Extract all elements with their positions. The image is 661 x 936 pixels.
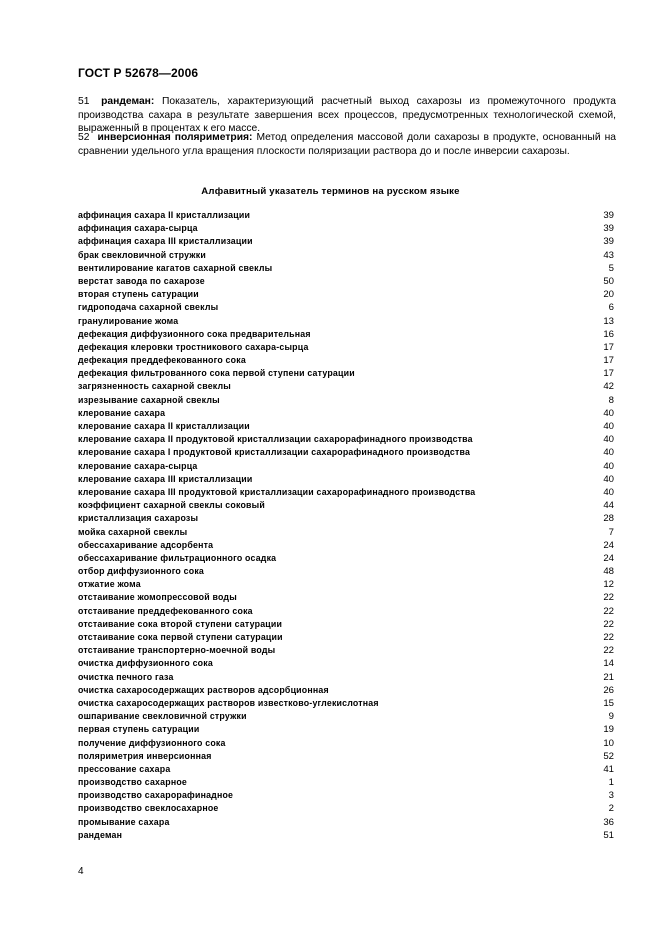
index-page-ref: 19 (603, 724, 614, 736)
index-term: дефекация диффузионного сока предварительная (78, 328, 311, 339)
index-entry (78, 789, 614, 802)
index-term: аффинация сахара II кристаллизации (78, 210, 251, 220)
index-entry (78, 539, 614, 552)
index-page-ref: 48 (603, 566, 614, 578)
index-page-ref: 43 (603, 249, 614, 261)
index-page-ref: 17 (603, 341, 614, 353)
index-page-ref: 14 (603, 658, 614, 670)
document-header: ГОСТ Р 52678—2006 (78, 66, 199, 80)
index-term: отстаивание сока первой ступени сатурации (78, 632, 283, 642)
index-entry (78, 341, 614, 354)
index-entry (78, 222, 614, 235)
index-term: очистка сахаросодержащих растворов известково-углекислотная (78, 697, 379, 708)
index-term: обессахаривание адсорбента (78, 539, 214, 550)
index-term: клерование сахара III кристаллизации (78, 473, 253, 484)
index-list (78, 209, 614, 842)
index-term: очистка сахаросодержащих растворов адсорбционная (78, 684, 329, 695)
index-term: гранулирование жома (78, 315, 179, 326)
index-entry (78, 512, 614, 525)
index-page-ref: 15 (603, 697, 614, 709)
index-entry (78, 380, 614, 393)
index-term: очистка печного газа (78, 671, 174, 682)
index-page-ref: 36 (603, 816, 614, 828)
index-term: вторая ступень сатурации (78, 289, 199, 300)
index-entry (78, 262, 614, 275)
index-page-ref: 24 (603, 552, 614, 564)
index-page-ref: 13 (603, 315, 614, 327)
index-term: отстаивание транспортерно-моечной воды (78, 645, 276, 656)
index-term: коэффициент сахарной свеклы соковый (78, 500, 265, 511)
index-term: отстаивание жомопрессовой воды (78, 592, 237, 603)
index-page-ref: 52 (603, 750, 614, 762)
index-entry (78, 697, 614, 710)
index-page-ref: 17 (603, 368, 614, 380)
index-entry (78, 354, 614, 367)
index-page-ref: 44 (603, 500, 614, 512)
index-page-ref: 8 (608, 394, 614, 406)
index-page-ref: 28 (603, 513, 614, 525)
definition-number: 52 (78, 132, 90, 143)
index-entry (78, 657, 614, 670)
definition-52 (78, 131, 616, 158)
index-term: ошпаривание свекловичной стружки (78, 711, 247, 722)
index-title: Алфавитный указатель терминов на русском языке (201, 186, 460, 197)
index-term: клерование сахара III продуктовой кристаллизации сахарорафинадного производства (78, 486, 476, 497)
index-term: клерование сахара I продуктовой кристаллизации сахарорафинадного производства (78, 447, 471, 458)
index-entry (78, 816, 614, 829)
index-term: кристаллизация сахарозы (78, 513, 199, 524)
index-entry (78, 737, 614, 750)
index-entry (78, 433, 614, 446)
index-page-ref: 40 (603, 460, 614, 472)
index-page-ref: 39 (603, 210, 614, 221)
index-entry (78, 407, 614, 420)
index-entry (78, 684, 614, 697)
definition-text: Метод определения массовой доли сахарозы в продукте, основанный на сравнении удельного угла вращения плоскости поляризации раствора до и после инверсии сахарозы. (78, 132, 616, 157)
index-term: обессахаривание фильтрационного осадка (78, 552, 277, 563)
index-page-ref: 16 (603, 328, 614, 340)
index-entry (78, 420, 614, 433)
index-page-ref: 10 (603, 737, 614, 749)
index-entry (78, 367, 614, 380)
index-entry (78, 591, 614, 604)
index-term: производство сахарное (78, 777, 187, 788)
index-entry (78, 802, 614, 815)
index-page-ref: 9 (608, 711, 614, 723)
index-entry (78, 394, 614, 407)
index-term: клерование сахара II кристаллизации (78, 421, 250, 431)
index-page-ref: 17 (603, 355, 614, 367)
index-page-ref: 22 (603, 605, 614, 617)
index-term: промывание сахара (78, 816, 170, 827)
index-page-ref: 42 (603, 381, 614, 393)
index-entry (78, 235, 614, 248)
index-term: производство свеклосахарное (78, 803, 219, 814)
index-page-ref: 22 (603, 645, 614, 657)
index-page-ref: 24 (603, 539, 614, 551)
index-entry (78, 288, 614, 301)
index-term: поляриметрия инверсионная (78, 750, 212, 761)
index-entry (78, 671, 614, 684)
index-entry (78, 446, 614, 459)
index-page-ref: 51 (603, 829, 614, 841)
index-term: отжатие жома (78, 579, 141, 590)
index-term: отбор диффузионного сока (78, 566, 205, 577)
index-term: дефекация преддефекованного сока (78, 355, 246, 366)
index-entry (78, 328, 614, 341)
index-page-ref: 22 (603, 592, 614, 604)
page-number: 4 (78, 866, 84, 877)
index-entry (78, 460, 614, 473)
index-page-ref: 40 (603, 434, 614, 446)
index-page-ref: 7 (608, 526, 614, 538)
index-term: клерование сахара (78, 407, 166, 418)
index-page-ref: 40 (603, 421, 614, 432)
index-entry (78, 526, 614, 539)
definition-term: рандеман: (101, 96, 155, 107)
index-page-ref: 40 (603, 407, 614, 419)
index-term: первая ступень сатурации (78, 724, 200, 735)
index-term: отстаивание сока второй ступени сатурации (78, 618, 283, 629)
index-entry (78, 275, 614, 288)
index-term: производство сахарорафинадное (78, 790, 234, 801)
index-term: аффинация сахара-сырца (78, 223, 198, 234)
index-entry (78, 829, 614, 842)
index-page-ref: 2 (608, 803, 614, 815)
index-page-ref: 6 (608, 302, 614, 314)
index-term: брак свекловичной стружки (78, 249, 206, 260)
index-term: загрязненность сахарной свеклы (78, 381, 231, 392)
index-term: дефекация клеровки тростникового сахара-сырца (78, 341, 309, 352)
index-term: гидроподача сахарной свеклы (78, 302, 219, 313)
index-term: вентилирование кагатов сахарной свеклы (78, 262, 273, 273)
index-entry (78, 763, 614, 776)
index-page-ref: 22 (603, 632, 614, 643)
index-term: дефекация фильтрованного сока первой ступени сатурации (78, 368, 355, 379)
index-page-ref: 3 (608, 790, 614, 802)
index-term: очистка диффузионного сока (78, 658, 213, 669)
index-term: изрезывание сахарной свеклы (78, 394, 220, 405)
index-term: аффинация сахара III кристаллизации (78, 236, 253, 247)
definition-number: 51 (78, 96, 90, 107)
definition-text: Показатель, характеризующий расчетный выход сахарозы из промежуточного продукта производства сахара в результате завершения всех процессов, предусмотренных технологической схемой, выраженный в процентах к его массе. (78, 96, 616, 135)
index-entry (78, 209, 614, 222)
definition-term: инверсионная поляриметрия: (97, 132, 253, 143)
index-page-ref: 39 (603, 236, 614, 248)
index-term: прессование сахара (78, 763, 171, 774)
index-entry (78, 315, 614, 328)
index-page-ref: 40 (603, 473, 614, 485)
index-entry (78, 301, 614, 314)
index-page-ref: 22 (603, 618, 614, 630)
index-page-ref: 40 (603, 447, 614, 459)
index-entry (78, 644, 614, 657)
index-entry (78, 618, 614, 631)
index-entry (78, 631, 614, 644)
index-page-ref: 12 (603, 579, 614, 591)
index-page-ref: 40 (603, 486, 614, 498)
index-term: клерование сахара II продуктовой кристаллизации сахарорафинадного производства (78, 434, 473, 445)
index-entry (78, 723, 614, 736)
index-entry (78, 776, 614, 789)
index-page-ref: 41 (603, 763, 614, 775)
index-page-ref: 5 (608, 262, 614, 274)
index-entry (78, 486, 614, 499)
index-term: клерование сахара-сырца (78, 460, 198, 471)
index-page-ref: 50 (603, 275, 614, 287)
index-entry (78, 750, 614, 763)
index-term: получение диффузионного сока (78, 737, 226, 748)
index-entry (78, 499, 614, 512)
index-entry (78, 473, 614, 486)
index-page-ref: 21 (603, 671, 614, 683)
index-entry (78, 578, 614, 591)
index-entry (78, 710, 614, 723)
index-entry (78, 565, 614, 578)
index-term: верстат завода по сахарозе (78, 275, 205, 286)
index-term: отстаивание преддефекованного сока (78, 605, 253, 616)
index-page-ref: 26 (603, 684, 614, 696)
index-entry (78, 552, 614, 565)
index-term: мойка сахарной свеклы (78, 526, 188, 537)
index-term: рандеман (78, 829, 123, 840)
index-entry (78, 249, 614, 262)
index-page-ref: 39 (603, 223, 614, 235)
index-page-ref: 1 (608, 777, 614, 789)
index-entry (78, 605, 614, 618)
definition-51 (78, 95, 616, 136)
index-page-ref: 20 (603, 289, 614, 301)
